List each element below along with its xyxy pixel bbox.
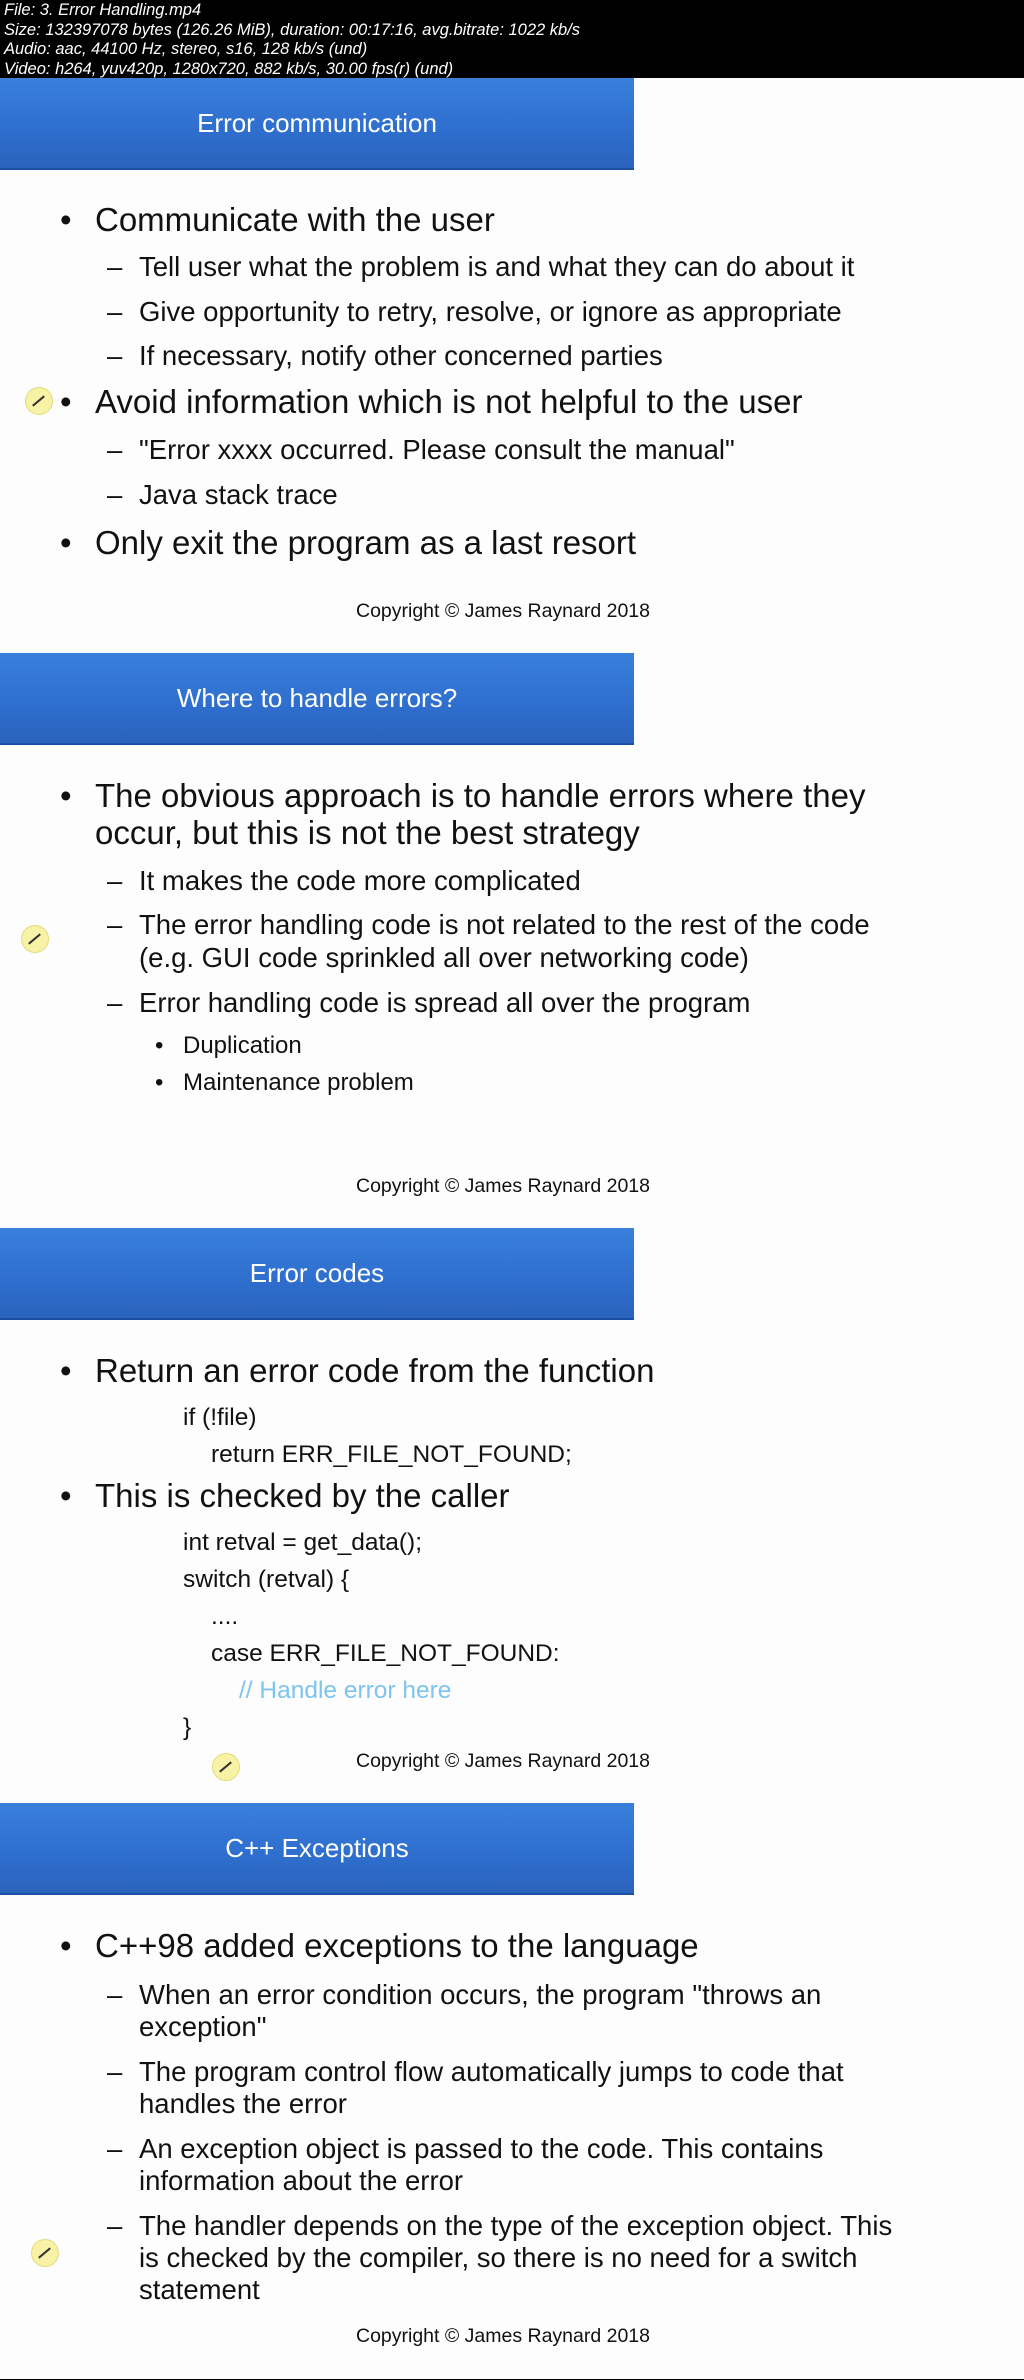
file-info-header [0, 0, 1024, 78]
bullet-level2: – "Error xxxx occurred. Please consult the manual" [107, 434, 735, 465]
bullet-level2-continuation: statement [139, 2274, 260, 2305]
slide-footer: Copyright © James Raynard 2018 [355, 600, 650, 622]
bullet-level1: • This is checked by the caller [60, 1477, 510, 1514]
file-info-line: Size: 132397078 bytes (126.26 MiB), duration: 00:17:16, avg.bitrate: 1022 kb/s [4, 20, 581, 39]
bullet-level2-continuation: handles the error [139, 2088, 347, 2119]
slide-cpp-exceptions [0, 1803, 1024, 2379]
bullet-level2: – The handler depends on the type of the exception object. This [107, 2210, 893, 2241]
bullet-level2: – Error handling code is spread all over the program [107, 987, 751, 1018]
bullet-level1: • Only exit the program as a last resort [60, 524, 637, 561]
slide-footer: Copyright © James Raynard 2018 [355, 2325, 650, 2347]
code-line: } [183, 1714, 192, 1741]
file-info-line: Audio: aac, 44100 Hz, stereo, s16, 128 kb/s (und) [4, 40, 368, 58]
slide-title: C++ Exceptions [0, 1803, 634, 1895]
bullet-level2-continuation: information about the error [139, 2165, 464, 2196]
bullet-level2-continuation: (e.g. GUI code sprinkled all over networking code) [139, 942, 749, 973]
bullet-level1: • C++98 added exceptions to the language [60, 1927, 699, 1964]
code-line: .... [211, 1603, 239, 1630]
bullet-level2: – When an error condition occurs, the program "throws an [107, 1979, 822, 2010]
bullet-level2: – It makes the code more complicated [107, 865, 581, 896]
code-line: if (!file) [183, 1404, 257, 1431]
bullet-level2-continuation: is checked by the compiler, so there is no need for a switch [139, 2242, 858, 2273]
bullet-level2: – The error handling code is not related to the rest of the code [107, 909, 870, 940]
bullet-level1: • Return an error code from the function [60, 1352, 655, 1389]
bullet-level2: – Tell user what the problem is and what they can do about it [107, 251, 855, 282]
code-comment: // Handle error here [239, 1677, 452, 1704]
bullet-level2: – The program control flow automatically jumps to code that [107, 2056, 844, 2087]
slide-footer: Copyright © James Raynard 2018 [355, 1175, 650, 1197]
slide-error-communication [0, 78, 1024, 654]
slide-footer: Copyright © James Raynard 2018 [355, 1750, 650, 1772]
bullet-level1: • The obvious approach is to handle errors where they [60, 777, 866, 814]
pen-cursor-icon [21, 925, 49, 953]
slide-title: Error communication [0, 78, 634, 170]
bullet-level1-continuation: occur, but this is not the best strategy [95, 814, 640, 851]
pen-cursor-icon [31, 2239, 59, 2267]
bullet-level1: • Avoid information which is not helpful to the user [60, 383, 803, 420]
file-info-line: File: 3. Error Handling.mp4 [4, 1, 202, 19]
file-info-line: Video: h264, yuv420p, 1280x720, 882 kb/s, 30.00 fps(r) (und) [4, 59, 454, 78]
code-line: case ERR_FILE_NOT_FOUND: [211, 1640, 560, 1667]
code-line: int retval = get_data(); [183, 1529, 423, 1556]
code-line: switch (retval) { [183, 1566, 350, 1593]
code-line: return ERR_FILE_NOT_FOUND; [211, 1441, 572, 1468]
slide-error-codes [0, 1228, 1024, 1804]
bullet-level2: – An exception object is passed to the code. This contains [107, 2133, 824, 2164]
bullet-level3: • Maintenance problem [155, 1069, 414, 1096]
bullet-level2: – Java stack trace [107, 479, 338, 510]
slide-title: Where to handle errors? [0, 653, 634, 745]
slide-where-to-handle-errors [0, 653, 1024, 1229]
bullet-level2: – If necessary, notify other concerned parties [107, 340, 663, 371]
bullet-level2-continuation: exception" [139, 2011, 267, 2042]
pen-cursor-icon [25, 387, 53, 415]
bullet-level1: • Communicate with the user [60, 201, 495, 238]
bullet-level3: • Duplication [155, 1032, 302, 1059]
slide-title: Error codes [0, 1228, 634, 1320]
bullet-level2: – Give opportunity to retry, resolve, or ignore as appropriate [107, 296, 842, 327]
